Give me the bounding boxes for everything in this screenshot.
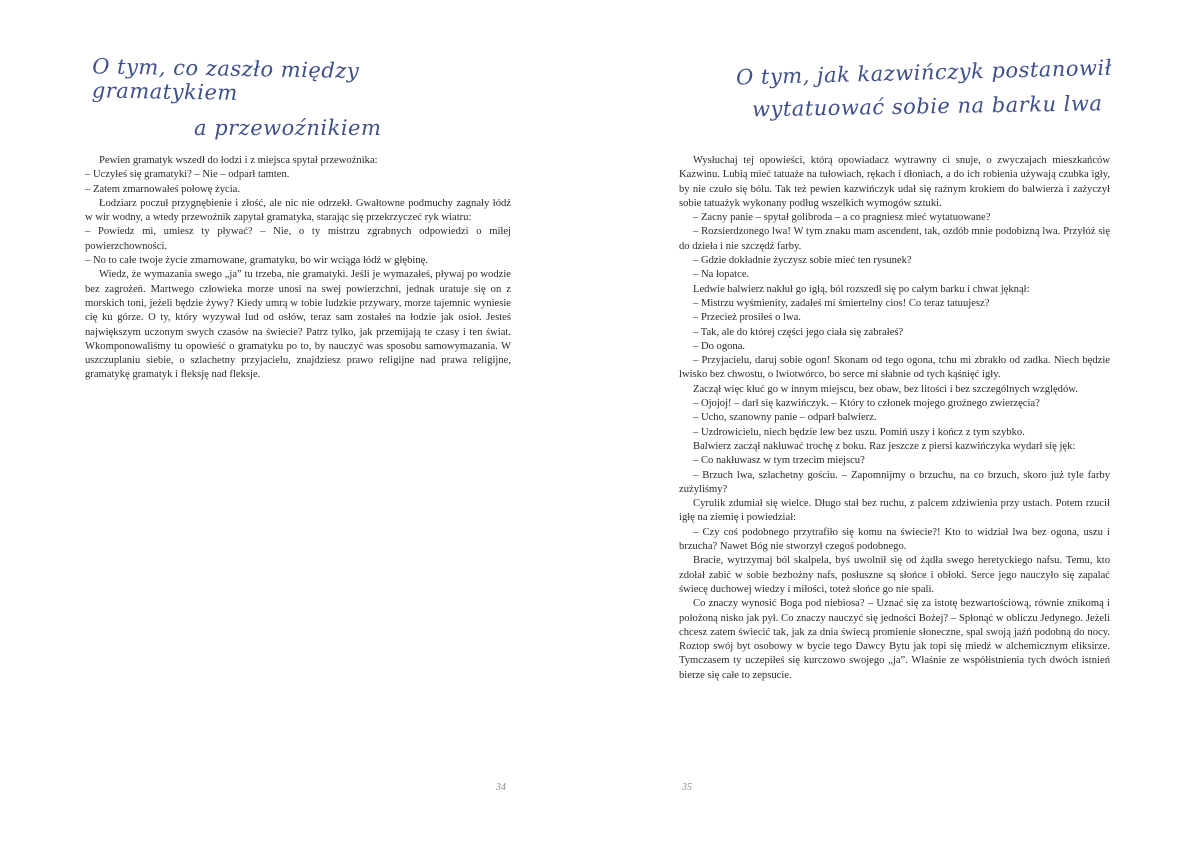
body-paragraph: – Ojojoj! – darł się kazwińczyk. – Który to członek mojego groźnego zwierzęcia? — [693, 398, 1040, 410]
body-paragraph: – Mistrzu wyśmienity, zadałeś mi śmiertelny cios! Co teraz tatuujesz? — [693, 297, 990, 309]
body-paragraph: – Na łopatce. — [693, 269, 750, 281]
body-paragraph: Wiedz, że wymazania swego „ja” tu trzeba, nie gramatyki. Jeśli je wymazałeś, pływaj po wodzie bez zagrożeń. Martwego człowieka morze unosi na swej powierzchni, jednak uratuje się on z morskich toni, jeżeli będzie żywy? Kiedy umrą w tobie ludzkie przywary, morze tajemnic wyniesie cię ku górze. O ty, który wyzywał lud od osłów, teraz sam zostałeś na łodzie jak osioł. Jesteś największym uczonym swych czasów na świecie? Patrz tylko, jak przemijają te czasy i ten świat. Wkomponowaliśmy tu opowieść o gramatyku po to, by nauczyć was sposobu samowymazania. W uszczuplaniu siebie, o szlachetny przyjacielu, znajdziesz prawo religijne nad prawa religijne, gramatykę gramatyk i fleksję nad fleksje. — [85, 269, 511, 381]
body-paragraph: Pewien gramatyk wszedł do łodzi i z miejsca spytał przewoźnika: — [99, 155, 378, 166]
body-paragraph: – Uzdrowicielu, niech będzie lew bez uszu. Pomiń uszy i kończ z tym szybko. — [693, 426, 1025, 438]
body-paragraph: Wysłuchaj tej opowieści, którą opowiadacz wytrawny ci snuje, o zwyczajach mieszkańców Kazwinu. Lubią mieć tatuaże na tułowiach, rękach i dłoniach, a do ich robienia używają czubka igły, by nie czuło się bólu. Tak też pewien kazwińczyk udał się raźnym krokiem do balwierza i zażyczył sobie tatuażyk wykonany podług wszelkich wymogów sztuki. — [679, 155, 1110, 209]
body-paragraph: Balwierz zaczął nakłuwać trochę z boku. Raz jeszcze z piersi kazwińczyka wydarł się jęk: — [693, 440, 1076, 452]
body-paragraph: – Rozsierdzonego lwa! W tym znaku mam ascendent, tak, ozdób mnie podobizną lwa. Przyłóż się do dzieła i nie szczędź farby. — [679, 226, 1110, 252]
right-title-line-1: O tym, jak kazwińczyk postanowił — [735, 55, 1113, 90]
body-paragraph: Bracie, wytrzymaj ból skalpela, byś uwolnił się od żądła swego heretyckiego nafsu. Temu, kto zdołał zabić w sobie bezbożny nafs, posłuszne są słońce i obłoki. Serce jego nauczyło się zapalać świecę duchowej wiedzy i miłości, toteż słońce go nie spali. — [679, 555, 1110, 595]
left-page — [0, 0, 595, 842]
right-page-title — [735, 55, 1156, 122]
body-paragraph: Zaczął więc kłuć go w innym miejscu, bez obaw, bez litości i bez szczególnych względów. — [693, 383, 1078, 395]
body-paragraph: – Do ogona. — [693, 340, 746, 352]
left-page-title — [91, 54, 512, 141]
body-paragraph: – Przecież prosiłeś o lwa. — [693, 312, 801, 324]
body-paragraph: – Powiedz mi, umiesz ty pływać? – Nie, o ty mistrzu zgrabnych odpowiedzi o miłej powierzchowności. — [85, 226, 511, 252]
body-paragraph: Ledwie balwierz nakłuł go igłą, ból rozszedł się po całym barku i chwat jęknął: — [693, 283, 1030, 295]
body-paragraph: – Uczyłeś się gramatyki? – Nie – odparł tamten. — [85, 169, 290, 181]
right-page — [596, 0, 1191, 842]
right-page-body — [679, 154, 1110, 683]
left-page-number: 34 — [496, 782, 506, 793]
body-paragraph: – Czy coś podobnego przytrafiło się komu na świecie?! Kto to widział lwa bez ogona, uszu i brzucha? Nawet Bóg nie stworzył czegoś podobnego. — [679, 526, 1110, 553]
body-paragraph: Co znaczy wynosić Boga pod niebiosa? – Uznać się za istotę bezwartościową, równie znikomą i położoną nisko jak pył. Co znaczy nauczyć się jedności Bożej? – Spłonąć w obliczu Jedynego. Jeżeli chcesz zatem świecić tak, jak za dnia świecą promienie słoneczne, spal swoją jaźń podobną do nocy. Roztop swój byt osobowy w bycie tego Dawcy Bytu jak topi się miedź w alchemicznym eliksirze. Tymczasem ty uczepiłeś się kurczowo swojego „ja”. Właśnie ze współistnienia tych dwóch istnień bierze się całe to zepsucie. — [679, 598, 1110, 681]
body-paragraph: – Brzuch lwa, szlachetny gościu. – Zapomnijmy o brzuchu, na co brzuch, skoro już tyle farby zużyliśmy? — [679, 469, 1110, 495]
body-paragraph: – Co nakłuwasz w tym trzecim miejscu? — [693, 455, 865, 467]
left-title-line-2: a przewoźnikiem — [194, 116, 382, 141]
body-paragraph: – Gdzie dokładnie życzysz sobie mieć ten rysunek? — [693, 255, 912, 267]
body-paragraph: – Zatem zmarnowałeś połowę życia. — [85, 183, 241, 195]
body-paragraph: Łodziarz poczuł przygnębienie i złość, ale nic nie odrzekł. Gwałtowne podmuchy zagnały łódź w wir wodny, a wtedy przewoźnik zapytał gramatyka, starając się przekrzyczeć ryk wiatru: — [85, 197, 511, 224]
body-paragraph: Cyrulik zdumiał się wielce. Długo stał bez ruchu, z palcem zdziwienia przy ustach. Potem rzucił igłę na ziemię i powiedział: — [679, 498, 1110, 524]
right-page-number: 35 — [682, 782, 692, 793]
body-paragraph: – Przyjacielu, daruj sobie ogon! Skonam od tego ogona, tchu mi zbrakło od zadka. Niech będzie lwisko bez chwostu, o lwiotwórco, bo serce mi słabnie od tych kąśnięć igły. — [679, 355, 1110, 381]
left-title-line-1: O tym, co zaszło między gramatykiem — [91, 54, 360, 106]
body-paragraph: – Zacny panie – spytał golibroda – a co pragniesz mieć wytatuowane? — [693, 212, 991, 224]
body-paragraph: – Ucho, szanowny panie – odparł balwierz. — [693, 412, 877, 424]
body-paragraph: – Tak, ale do której części jego ciała się zabrałeś? — [693, 326, 904, 338]
right-title-line-2: wytatuować sobie na barku lwa — [751, 91, 1103, 122]
left-page-body — [85, 154, 511, 383]
body-paragraph: – No to całe twoje życie zmarnowane, gramatyku, bo wir wciąga łódź w głębinę. — [85, 255, 428, 267]
